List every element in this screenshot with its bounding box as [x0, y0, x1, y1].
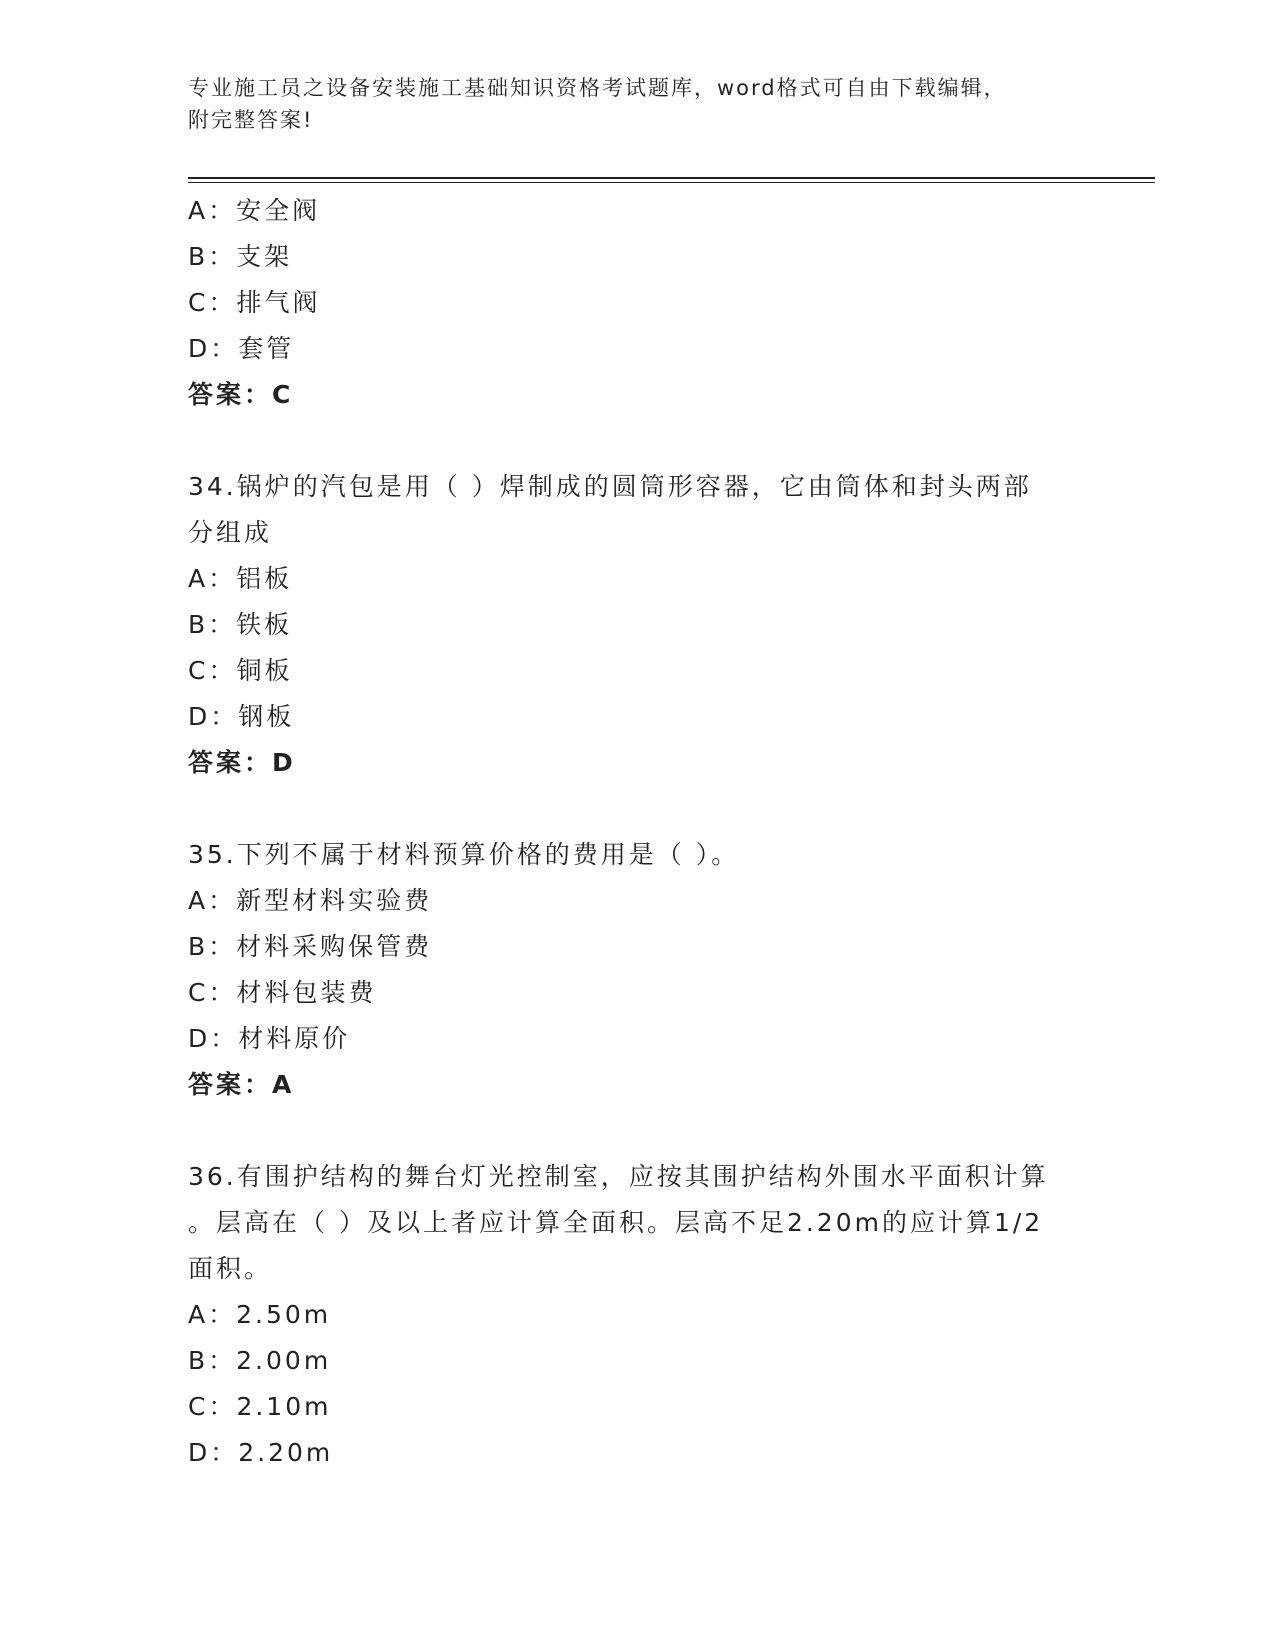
option-c: C：材料包装费 [188, 978, 377, 1007]
question-34 [188, 464, 1088, 786]
question-stem: 35.下列不属于材料预算价格的费用是（ ）。 [188, 840, 740, 869]
answer: 答案：A [188, 1070, 295, 1099]
option-c: C：排气阀 [188, 288, 321, 317]
header-divider-thick [188, 177, 1155, 179]
option-a: A：铝板 [188, 564, 293, 593]
question-list [188, 188, 1088, 1476]
question-35 [188, 832, 1088, 1108]
option-b: B：2.00m [188, 1346, 332, 1375]
option-b: B：支架 [188, 242, 293, 271]
option-c: C：铜板 [188, 656, 293, 685]
header-line-1: 专业施工员之设备安装施工基础知识资格考试题库，word格式可自由下载编辑， [188, 76, 1007, 100]
question-33 [188, 188, 1088, 418]
spacer [188, 1108, 1088, 1154]
option-a: A：新型材料实验费 [188, 886, 433, 915]
document-header [188, 72, 1068, 136]
option-d: D：2.20m [188, 1438, 334, 1467]
spacer [188, 418, 1088, 464]
question-stem: 。层高在（ ）及以上者应计算全面积。层高不足2.20m的应计算1/2 [188, 1208, 1044, 1237]
spacer [188, 786, 1088, 832]
option-b: B：铁板 [188, 610, 293, 639]
option-b: B：材料采购保管费 [188, 932, 433, 961]
option-d: D：套管 [188, 334, 295, 363]
option-c: C：2.10m [188, 1392, 332, 1421]
answer: 答案：C [188, 380, 294, 409]
option-a: A：2.50m [188, 1300, 332, 1329]
question-stem: 36.有围护结构的舞台灯光控制室，应按其围护结构外围水平面积计算 [188, 1162, 1049, 1191]
option-d: D：钢板 [188, 702, 295, 731]
option-d: D：材料原价 [188, 1024, 351, 1053]
question-stem: 面积。 [188, 1254, 273, 1283]
answer: 答案：D [188, 748, 296, 777]
question-stem: 分组成 [188, 518, 273, 547]
question-36 [188, 1154, 1088, 1476]
question-stem: 34.锅炉的汽包是用（ ）焊制成的圆筒形容器，它由筒体和封头两部 [188, 472, 1032, 501]
header-line-2: 附完整答案! [188, 108, 314, 132]
option-a: A：安全阀 [188, 196, 321, 225]
header-divider-thin [188, 182, 1155, 183]
